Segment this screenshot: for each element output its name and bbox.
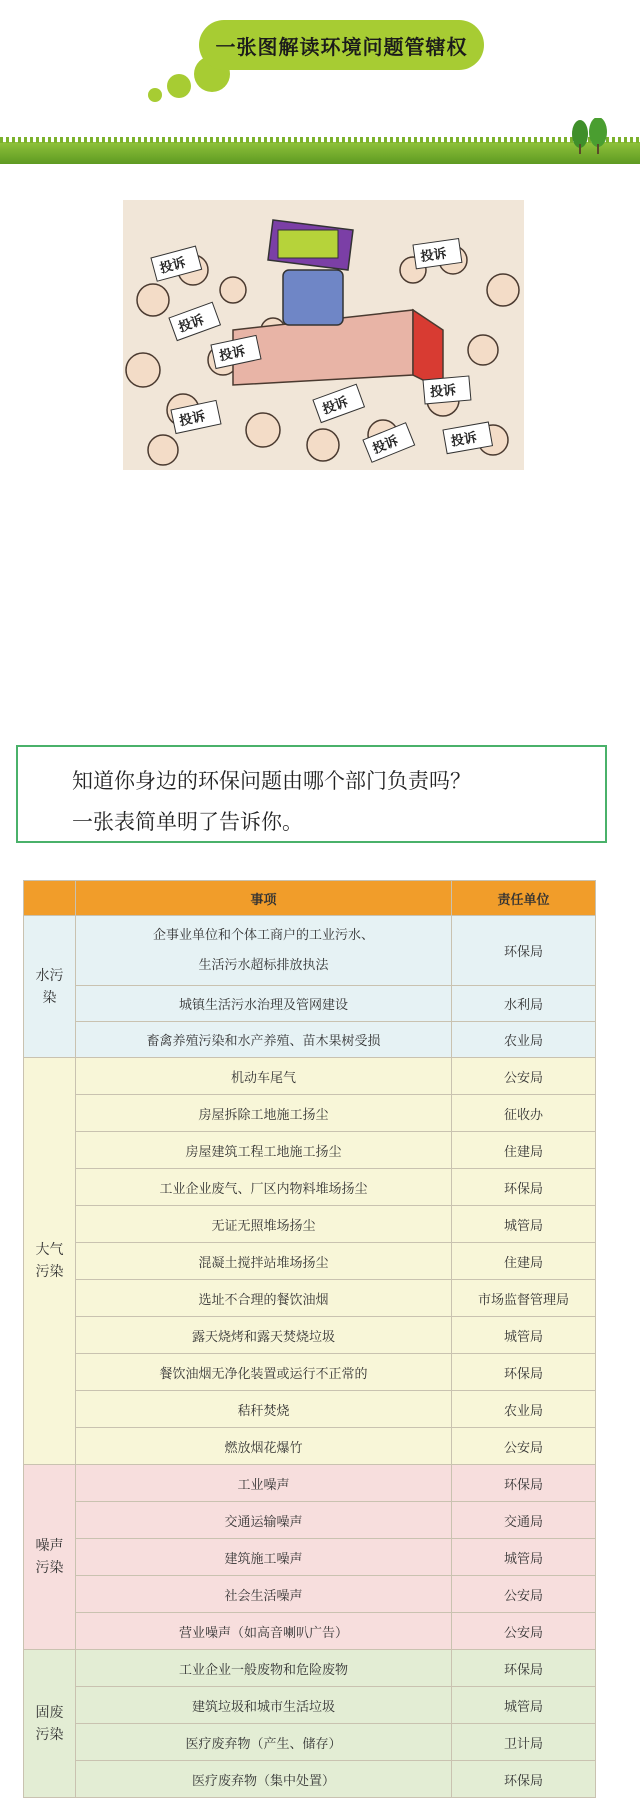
row-item: 房屋拆除工地施工扬尘 — [76, 1095, 452, 1132]
row-dept: 环保局 — [452, 1650, 596, 1687]
table-row — [24, 1502, 596, 1539]
row-dept: 交通局 — [452, 1502, 596, 1539]
table-row — [24, 1169, 596, 1206]
row-dept: 环保局 — [452, 1169, 596, 1206]
row-item: 选址不合理的餐饮油烟 — [76, 1280, 452, 1317]
sign-text: 投诉 — [419, 246, 448, 265]
table-row — [24, 1687, 596, 1724]
header-banner — [0, 0, 640, 170]
row-dept: 环保局 — [452, 1761, 596, 1798]
sign-text: 投诉 — [218, 344, 247, 365]
category-water: 水污染 — [24, 916, 76, 1058]
tree-icon — [566, 118, 616, 154]
row-item: 社会生活噪声 — [76, 1576, 452, 1613]
category-air: 大气污染 — [24, 1058, 76, 1465]
header-item: 事项 — [76, 881, 452, 916]
row-item: 工业企业废气、厂区内物料堆场扬尘 — [76, 1169, 452, 1206]
table-row — [24, 1206, 596, 1243]
row-item: 医疗废弃物（集中处置） — [76, 1761, 452, 1798]
sign-text: 投诉 — [158, 255, 188, 277]
table-row — [24, 1465, 596, 1502]
row-item: 燃放烟花爆竹 — [76, 1428, 452, 1465]
header-category — [24, 881, 76, 916]
intro-callout — [16, 745, 607, 843]
row-item: 工业企业一般废物和危险废物 — [76, 1650, 452, 1687]
row-dept: 环保局 — [452, 1465, 596, 1502]
sign-text: 投诉 — [320, 394, 351, 418]
row-dept: 环保局 — [452, 1354, 596, 1391]
sign-text: 投诉 — [429, 383, 457, 401]
table-row — [24, 1058, 596, 1095]
sign-text: 投诉 — [176, 312, 207, 336]
bubble-decoration — [148, 88, 162, 102]
table-row — [24, 1132, 596, 1169]
table-row — [24, 1243, 596, 1280]
row-item: 房屋建筑工程工地施工扬尘 — [76, 1132, 452, 1169]
category-solid-waste: 固废污染 — [24, 1650, 76, 1798]
table-row — [24, 1280, 596, 1317]
row-item: 露天烧烤和露天焚烧垃圾 — [76, 1317, 452, 1354]
table-row — [24, 1317, 596, 1354]
header-dept: 责任单位 — [452, 881, 596, 916]
complaint-illustration — [123, 200, 524, 470]
table-row — [24, 1539, 596, 1576]
table-row — [24, 1724, 596, 1761]
grass-strip — [0, 142, 640, 164]
callout-line-2: 一张表简单明了告诉你。 — [72, 810, 303, 834]
row-dept: 公安局 — [452, 1058, 596, 1095]
category-noise: 噪声污染 — [24, 1465, 76, 1650]
row-dept: 住建局 — [452, 1132, 596, 1169]
table-row — [24, 916, 596, 986]
table-row — [24, 1022, 596, 1058]
row-item: 混凝土搅拌站堆场扬尘 — [76, 1243, 452, 1280]
row-item: 建筑垃圾和城市生活垃圾 — [76, 1687, 452, 1724]
table-row — [24, 1095, 596, 1132]
table-row — [24, 1354, 596, 1391]
row-dept: 农业局 — [452, 1022, 596, 1058]
row-dept: 公安局 — [452, 1576, 596, 1613]
table-row — [24, 1650, 596, 1687]
row-dept: 环保局 — [452, 916, 596, 986]
row-item: 营业噪声（如高音喇叭广告） — [76, 1613, 452, 1650]
responsibility-table — [23, 880, 596, 1798]
row-item: 企事业单位和个体工商户的工业污水、 生活污水超标排放执法 — [76, 916, 452, 986]
table-row — [24, 1391, 596, 1428]
sign-text: 投诉 — [370, 433, 401, 458]
row-dept: 城管局 — [452, 1687, 596, 1724]
table-row — [24, 1576, 596, 1613]
crowd-cartoon — [123, 200, 524, 470]
row-dept: 城管局 — [452, 1539, 596, 1576]
row-item: 畜禽养殖污染和水产养殖、苗木果树受损 — [76, 1022, 452, 1058]
row-item: 工业噪声 — [76, 1465, 452, 1502]
row-dept: 公安局 — [452, 1428, 596, 1465]
row-dept: 城管局 — [452, 1206, 596, 1243]
callout-line-1: 知道你身边的环保问题由哪个部门负责吗？ — [72, 769, 471, 793]
sign-text: 投诉 — [449, 430, 479, 450]
row-item: 秸秆焚烧 — [76, 1391, 452, 1428]
row-item: 无证无照堆场扬尘 — [76, 1206, 452, 1243]
table-row — [24, 1761, 596, 1798]
page-title: 一张图解读环境问题管辖权 — [199, 20, 484, 70]
table-row — [24, 1613, 596, 1650]
row-item: 机动车尾气 — [76, 1058, 452, 1095]
row-dept: 城管局 — [452, 1317, 596, 1354]
row-item: 餐饮油烟无净化装置或运行不正常的 — [76, 1354, 452, 1391]
row-dept: 卫计局 — [452, 1724, 596, 1761]
row-item: 医疗废弃物（产生、储存） — [76, 1724, 452, 1761]
row-dept: 农业局 — [452, 1391, 596, 1428]
row-dept: 公安局 — [452, 1613, 596, 1650]
row-item: 建筑施工噪声 — [76, 1539, 452, 1576]
row-dept: 水利局 — [452, 986, 596, 1022]
bubble-decoration — [167, 74, 191, 98]
row-item: 城镇生活污水治理及管网建设 — [76, 986, 452, 1022]
row-dept: 市场监督管理局 — [452, 1280, 596, 1317]
table-row — [24, 986, 596, 1022]
row-dept: 征收办 — [452, 1095, 596, 1132]
row-dept: 住建局 — [452, 1243, 596, 1280]
table-header-row — [24, 881, 596, 916]
row-item: 交通运输噪声 — [76, 1502, 452, 1539]
sign-text: 投诉 — [178, 409, 207, 430]
table-row — [24, 1428, 596, 1465]
